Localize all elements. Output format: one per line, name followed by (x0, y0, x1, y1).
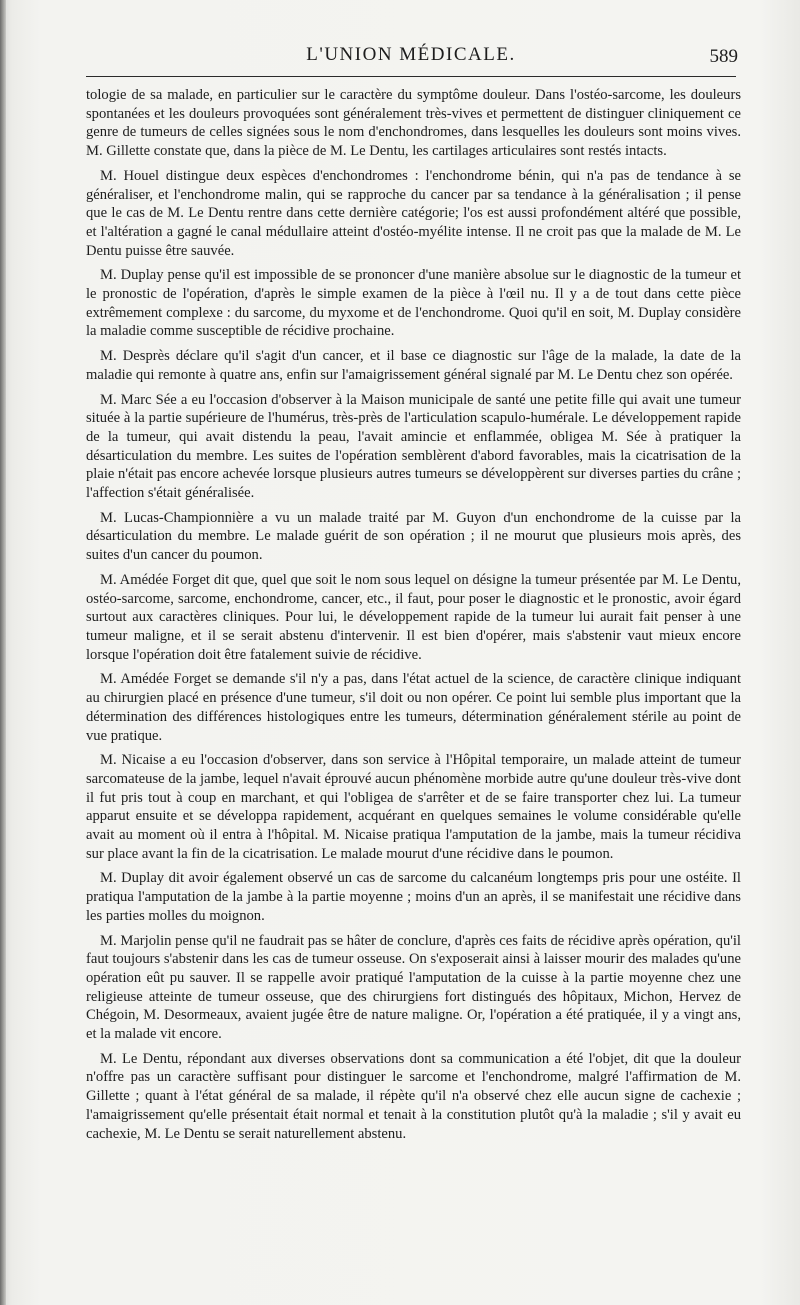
paragraph-forget-2: M. Amédée Forget se demande s'il n'y a pas, dans l'état actuel de la science, de caractère clinique indiquant au chirurgien placé en présence d'une tumeur, s'il doit ou non opérer. Ce point lui semble plus important que la détermination des différences histologiques entre les tumeurs, détermination généralement stérile au point de vue pratique. (86, 671, 741, 744)
paragraph-continuation: tologie de sa malade, en particulier sur le caractère du symptôme douleur. Dans l'ostéo-sarcome, les douleurs spontanées et les douleurs provoquées sont généralement très-vives et permettent de distinguer cliniquement ce genre de tumeurs de celles signées sous le nom d'enchondromes, dans lesquelles les douleurs sont moins vives. M. Gillette constate que, dans la pièce de M. Le Dentu, les cartilages articulaires sont restés intacts. (86, 87, 741, 160)
paragraph-lucas-championniere: M. Lucas-Championnière a vu un malade traité par M. Guyon d'un enchondrome de la cuisse par la désarticulation du membre. Le malade guérit de son opération ; il ne mourut que plusieurs mois après, des suites d'un cancer du poumon. (86, 509, 741, 564)
paragraph-marjolin: M. Marjolin pense qu'il ne faudrait pas se hâter de conclure, d'après ces faits de récidive après opération, qu'il faut toujours s'abstenir dans les cas de tumeur osseuse. On s'exposerait ainsi à laisser mourir des malades qu'une opération eût pu sauver. Il se rappelle avoir pratiqué l'amputation de la cuisse à la partie moyenne chez une religieuse atteinte de tumeur osseuse, que des chirurgiens fort distingués des hôpitaux, Michon, Hervez de Chégoin, M. Desormeaux, avaient jugée être de nature maligne. Or, l'opération a été pratiquée, il y a vingt ans, et la malade vit encore. (86, 932, 741, 1043)
paragraph-marc-see: M. Marc Sée a eu l'occasion d'observer à la Maison municipale de santé une petite fille qui avait une tumeur située à la partie supérieure de l'humérus, très-près de l'articulation scapulo-humérale. Le développement rapide de la tumeur, qui avait distendu la peau, l'avait amincie et enflammée, obligea M. Sée à pratiquer la désarticulation du membre. Les suites de l'opération semblèrent d'abord favorables, mais la cicatrisation de la plaie n'était pas encore achevée lorsque plusieurs autres tumeurs se développèrent sur diverses parties du crâne ; l'affection s'était généralisée. (86, 391, 741, 502)
paragraph-duplay: M. Duplay pense qu'il est impossible de se prononcer d'une manière absolue sur le diagnostic de la tumeur et le pronostic de l'opération, d'après le simple examen de la pièce à l'œil nu. Il y a de tout dans cette pièce extrêmement complexe : du sarcome, du myxome et de l'enchondrome. Quoi qu'il en soit, M. Duplay considère la maladie comme susceptible de récidive prochaine. (86, 267, 741, 340)
header-rule (86, 76, 736, 77)
page-header (84, 44, 738, 74)
paragraph-duplay-2: M. Duplay dit avoir également observé un cas de sarcome du calcanéum longtemps pris pour une ostéite. Il pratiqua l'amputation de la jambe à la partie moyenne ; moins d'un an après, il se manifestait une récidive dans les parties molles du moignon. (86, 870, 741, 924)
paragraph-le-dentu: M. Le Dentu, répondant aux diverses observations dont sa communication a été l'objet, dit que la douleur n'offre pas un caractère suffisant pour distinguer le sarcome et l'enchondrome, malgré l'affirmation de M. Gillette ; quant à l'état général de sa malade, il répète qu'il n'a observé chez elle aucun signe de cachexie ; l'amaigrissement qu'elle présentait était normal et tenait à la constitution plutôt qu'à la maladie ; s'il y avait eu cachexie, M. Le Dentu se serait naturellement abstenu. (86, 1050, 741, 1142)
running-title: L'UNION MÉDICALE. (306, 44, 516, 65)
paragraph-houel: M. Houel distingue deux espèces d'enchondromes : l'enchondrome bénin, qui n'a pas de tendance à se généraliser, et l'enchondrome malin, qui se rapproche du cancer par sa tendance à la généralisation ; il pense que le cas de M. Le Dentu rentre dans cette dernière catégorie; l'os est aussi profondément altéré que possible, et l'altération a gagné le canal médullaire atteint d'ostéo-myélite intense. Il ne croit pas que la malade de M. Le Dentu puisse être sauvée. (86, 167, 741, 259)
paragraph-despres: M. Desprès déclare qu'il s'agit d'un cancer, et il base ce diagnostic sur l'âge de la malade, la date de la maladie qui remonte à quatre ans, enfin sur l'amaigrissement général signalé par M. Le Dentu chez son opérée. (86, 348, 741, 383)
book-spine-shadow (0, 0, 6, 1305)
body-text (86, 86, 741, 1149)
paragraph-forget-1: M. Amédée Forget dit que, quel que soit le nom sous lequel on désigne la tumeur présentée par M. Le Dentu, ostéo-sarcome, sarcome, enchondrome, cancer, etc., il faut, pour poser le diagnostic et le pronostic, avoir égard surtout aux caractères cliniques. Pour lui, le développement rapide de la tumeur lui aurait fait penser à une tumeur maligne, et il se serait abstenu d'intervenir. Il est bien d'opérer, mais s'abstenir vaut mieux encore lorsque l'opération doit être fatalement suivie de récidive. (86, 571, 741, 663)
paragraph-nicaise: M. Nicaise a eu l'occasion d'observer, dans son service à l'Hôpital temporaire, un malade atteint de tumeur sarcomateuse de la jambe, lequel n'avait éprouvé aucun phénomène morbide autre qu'une douleur très-vive dont il fut pris tout à coup en marchant, et qui l'obligea de s'arrêter et de se faire transporter chez lui. La tumeur apparut ensuite et se développa rapidement, acquérant en quelques semaines le volume considérable qu'elle avait au moment où il entra à l'hôpital. M. Nicaise pratiqua l'amputation de la jambe, mais la tumeur récidiva sur place avant la fin de la cicatrisation. Le malade mourut d'une récidive dans le poumon. (86, 752, 741, 862)
page-number: 589 (709, 46, 738, 67)
